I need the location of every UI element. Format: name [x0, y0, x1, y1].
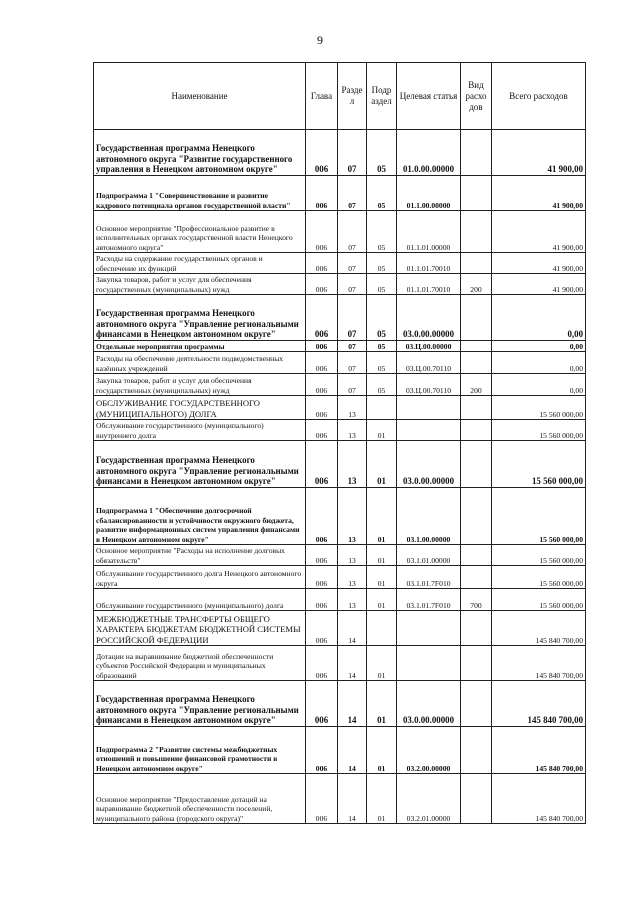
cell-target: 03.Ц.00.00000	[397, 341, 461, 352]
cell-subsection: 01	[367, 488, 397, 545]
table-row	[94, 420, 586, 441]
cell-section: 14	[338, 681, 367, 727]
cell-subsection: 05	[367, 176, 397, 211]
table-row	[94, 374, 586, 396]
cell-total: 145 840 700,00	[492, 774, 586, 824]
cell-chapter: 006	[306, 488, 338, 545]
cell-chapter: 006	[306, 176, 338, 211]
cell-name: Расходы на обеспечение деятельности подведомственных казённых учреждений	[94, 352, 306, 374]
cell-chapter: 006	[306, 545, 338, 566]
cell-section: 07	[338, 374, 367, 396]
cell-name: Обслуживание государственного (муниципального) долга	[94, 589, 306, 611]
cell-target: 01.1.01.00000	[397, 211, 461, 253]
cell-chapter: 006	[306, 341, 338, 352]
table-row	[94, 396, 586, 420]
cell-section: 13	[338, 441, 367, 488]
cell-chapter: 006	[306, 611, 338, 646]
cell-type: 700	[461, 589, 492, 611]
cell-chapter: 006	[306, 211, 338, 253]
header-chapter: Глава	[306, 63, 338, 130]
cell-section: 14	[338, 774, 367, 824]
cell-subsection: 05	[367, 295, 397, 341]
cell-subsection	[367, 611, 397, 646]
cell-name: Подпрограмма 1 "Совершенствование и развитие кадрового потенциала органов государственной власти"	[94, 176, 306, 211]
cell-subsection	[367, 396, 397, 420]
cell-chapter: 006	[306, 441, 338, 488]
cell-target: 03.0.00.00000	[397, 295, 461, 341]
cell-section: 14	[338, 611, 367, 646]
cell-subsection: 01	[367, 774, 397, 824]
cell-target	[397, 396, 461, 420]
cell-type	[461, 441, 492, 488]
cell-total: 41 900,00	[492, 130, 586, 176]
cell-total: 15 560 000,00	[492, 488, 586, 545]
budget-table	[93, 62, 586, 824]
cell-name: Дотации на выравнивание бюджетной обеспеченности субъектов Российской Федерации и муниципальных образований	[94, 646, 306, 681]
cell-total: 15 560 000,00	[492, 545, 586, 566]
cell-subsection: 05	[367, 341, 397, 352]
table-row	[94, 274, 586, 295]
cell-name: Основное мероприятие "Профессиональное развитие в исполнительных органах государственной власти Ненецкого автономного округа"	[94, 211, 306, 253]
cell-type	[461, 176, 492, 211]
cell-target: 01.0.00.00000	[397, 130, 461, 176]
cell-chapter: 006	[306, 396, 338, 420]
cell-chapter: 006	[306, 130, 338, 176]
cell-name: Подпрограмма 1 "Обеспечение долгосрочной сбалансированности и устойчивости окружного бюджета, развитие информационных систем управления финансами в Ненецком автономном округе"	[94, 488, 306, 545]
cell-type	[461, 681, 492, 727]
cell-section: 07	[338, 352, 367, 374]
cell-total: 0,00	[492, 295, 586, 341]
cell-subsection: 01	[367, 566, 397, 589]
cell-target: 03.0.00.00000	[397, 681, 461, 727]
cell-type: 200	[461, 374, 492, 396]
cell-subsection: 01	[367, 589, 397, 611]
header-total: Всего расходов	[492, 63, 586, 130]
cell-section: 13	[338, 566, 367, 589]
cell-name: Закупка товаров, работ и услуг для обеспечения государственных (муниципальных) нужд	[94, 374, 306, 396]
table-row	[94, 774, 586, 824]
cell-name: Подпрограмма 2 "Развитие системы межбюджетных отношений и повышение финансовой грамотности в Ненецком автономном округе"	[94, 727, 306, 774]
cell-target: 03.1.01.7F010	[397, 589, 461, 611]
cell-section: 14	[338, 727, 367, 774]
cell-section: 13	[338, 488, 367, 545]
cell-type	[461, 396, 492, 420]
cell-total: 41 900,00	[492, 211, 586, 253]
cell-section: 13	[338, 545, 367, 566]
cell-chapter: 006	[306, 274, 338, 295]
cell-type	[461, 727, 492, 774]
cell-subsection: 05	[367, 352, 397, 374]
header-subsection: Подр аздел	[367, 63, 397, 130]
table-header-row	[94, 63, 586, 130]
cell-type	[461, 420, 492, 441]
cell-total: 41 900,00	[492, 253, 586, 274]
cell-type	[461, 646, 492, 681]
cell-total: 41 900,00	[492, 176, 586, 211]
cell-total: 0,00	[492, 352, 586, 374]
cell-section: 13	[338, 396, 367, 420]
cell-target: 01.1.01.70010	[397, 274, 461, 295]
cell-total: 15 560 000,00	[492, 566, 586, 589]
cell-total: 145 840 700,00	[492, 681, 586, 727]
cell-total: 15 560 000,00	[492, 396, 586, 420]
cell-chapter: 006	[306, 681, 338, 727]
cell-total: 15 560 000,00	[492, 441, 586, 488]
cell-subsection: 05	[367, 211, 397, 253]
cell-name: Государственная программа Ненецкого автономного округа "Управление региональными финансами в Ненецком автономном округе"	[94, 441, 306, 488]
cell-chapter: 006	[306, 727, 338, 774]
cell-section: 07	[338, 211, 367, 253]
cell-chapter: 006	[306, 374, 338, 396]
cell-name: Обслуживание государственного долга Ненецкого автономного округа	[94, 566, 306, 589]
cell-target: 01.1.01.70010	[397, 253, 461, 274]
cell-subsection: 05	[367, 253, 397, 274]
cell-subsection: 01	[367, 441, 397, 488]
cell-total: 145 840 700,00	[492, 611, 586, 646]
cell-name: МЕЖБЮДЖЕТНЫЕ ТРАНСФЕРТЫ ОБЩЕГО ХАРАКТЕРА БЮДЖЕТАМ БЮДЖЕТНОЙ СИСТЕМЫ РОССИЙСКОЙ ФЕДЕРАЦИИ	[94, 611, 306, 646]
cell-type	[461, 566, 492, 589]
cell-type	[461, 611, 492, 646]
cell-subsection: 01	[367, 727, 397, 774]
cell-name: Основное мероприятие "Предоставление дотаций на выравнивание бюджетной обеспеченности поселений, муниципального района (городского округа)"	[94, 774, 306, 824]
cell-target: 03.Ц.00.70110	[397, 352, 461, 374]
table-body	[94, 130, 586, 824]
table-row	[94, 341, 586, 352]
table-row	[94, 176, 586, 211]
cell-target: 01.1.00.00000	[397, 176, 461, 211]
cell-target: 03.2.01.00000	[397, 774, 461, 824]
cell-subsection: 01	[367, 420, 397, 441]
cell-section: 07	[338, 253, 367, 274]
cell-section: 13	[338, 420, 367, 441]
cell-type	[461, 130, 492, 176]
table-row	[94, 566, 586, 589]
table-row	[94, 253, 586, 274]
cell-name: Государственная программа Ненецкого автономного округа "Управление региональными финансами в Ненецком автономном округе"	[94, 681, 306, 727]
header-section: Разде л	[338, 63, 367, 130]
cell-name: Расходы на содержание государственных органов и обеспечение их функций	[94, 253, 306, 274]
cell-chapter: 006	[306, 253, 338, 274]
table-row	[94, 589, 586, 611]
cell-chapter: 006	[306, 420, 338, 441]
cell-chapter: 006	[306, 352, 338, 374]
cell-name: Основное мероприятие "Расходы на исполнение долговых обязательств"	[94, 545, 306, 566]
table-row	[94, 295, 586, 341]
cell-chapter: 006	[306, 589, 338, 611]
header-name: Наименование	[94, 63, 306, 130]
cell-chapter: 006	[306, 295, 338, 341]
cell-type	[461, 253, 492, 274]
cell-target: 03.Ц.00.70110	[397, 374, 461, 396]
cell-subsection: 05	[367, 130, 397, 176]
cell-name: Государственная программа Ненецкого автономного округа "Развитие государственного управления в Ненецком автономном округе"	[94, 130, 306, 176]
header-target: Целевая статья	[397, 63, 461, 130]
cell-subsection: 01	[367, 681, 397, 727]
cell-type	[461, 211, 492, 253]
table-row	[94, 130, 586, 176]
cell-total: 0,00	[492, 341, 586, 352]
cell-section: 07	[338, 176, 367, 211]
cell-subsection: 05	[367, 274, 397, 295]
cell-section: 07	[338, 341, 367, 352]
cell-subsection: 01	[367, 545, 397, 566]
cell-target	[397, 611, 461, 646]
cell-total: 15 560 000,00	[492, 420, 586, 441]
table-row	[94, 352, 586, 374]
cell-total: 0,00	[492, 374, 586, 396]
cell-section: 13	[338, 589, 367, 611]
cell-type	[461, 352, 492, 374]
cell-total: 41 900,00	[492, 274, 586, 295]
cell-subsection: 05	[367, 374, 397, 396]
cell-section: 07	[338, 274, 367, 295]
table-row	[94, 545, 586, 566]
cell-type	[461, 341, 492, 352]
cell-type	[461, 295, 492, 341]
header-type: Вид расхо дов	[461, 63, 492, 130]
cell-target: 03.1.01.00000	[397, 545, 461, 566]
cell-total: 145 840 700,00	[492, 646, 586, 681]
cell-name: Закупка товаров, работ и услуг для обеспечения государственных (муниципальных) нужд	[94, 274, 306, 295]
cell-target: 03.2.00.00000	[397, 727, 461, 774]
cell-type	[461, 545, 492, 566]
table-row	[94, 611, 586, 646]
cell-total: 15 560 000,00	[492, 589, 586, 611]
cell-type	[461, 774, 492, 824]
cell-chapter: 006	[306, 646, 338, 681]
cell-target: 03.1.01.7F010	[397, 566, 461, 589]
page-number: 9	[317, 33, 323, 47]
cell-name: Государственная программа Ненецкого автономного округа "Управление региональными финансами в Ненецком автономном округе"	[94, 295, 306, 341]
cell-type: 200	[461, 274, 492, 295]
cell-section: 14	[338, 646, 367, 681]
cell-section: 07	[338, 295, 367, 341]
table-row	[94, 441, 586, 488]
cell-chapter: 006	[306, 566, 338, 589]
cell-name: ОБСЛУЖИВАНИЕ ГОСУДАРСТВЕННОГО (МУНИЦИПАЛЬНОГО) ДОЛГА	[94, 396, 306, 420]
cell-section: 07	[338, 130, 367, 176]
cell-total: 145 840 700,00	[492, 727, 586, 774]
table-row	[94, 488, 586, 545]
cell-target: 03.0.00.00000	[397, 441, 461, 488]
cell-type	[461, 488, 492, 545]
cell-name: Отдельные мероприятия программы	[94, 341, 306, 352]
cell-target	[397, 646, 461, 681]
cell-subsection: 01	[367, 646, 397, 681]
cell-target	[397, 420, 461, 441]
table-row	[94, 646, 586, 681]
table-row	[94, 727, 586, 774]
table-row	[94, 681, 586, 727]
cell-name: Обслуживание государственного (муниципального) внутреннего долга	[94, 420, 306, 441]
table-row	[94, 211, 586, 253]
cell-target: 03.1.00.00000	[397, 488, 461, 545]
cell-chapter: 006	[306, 774, 338, 824]
